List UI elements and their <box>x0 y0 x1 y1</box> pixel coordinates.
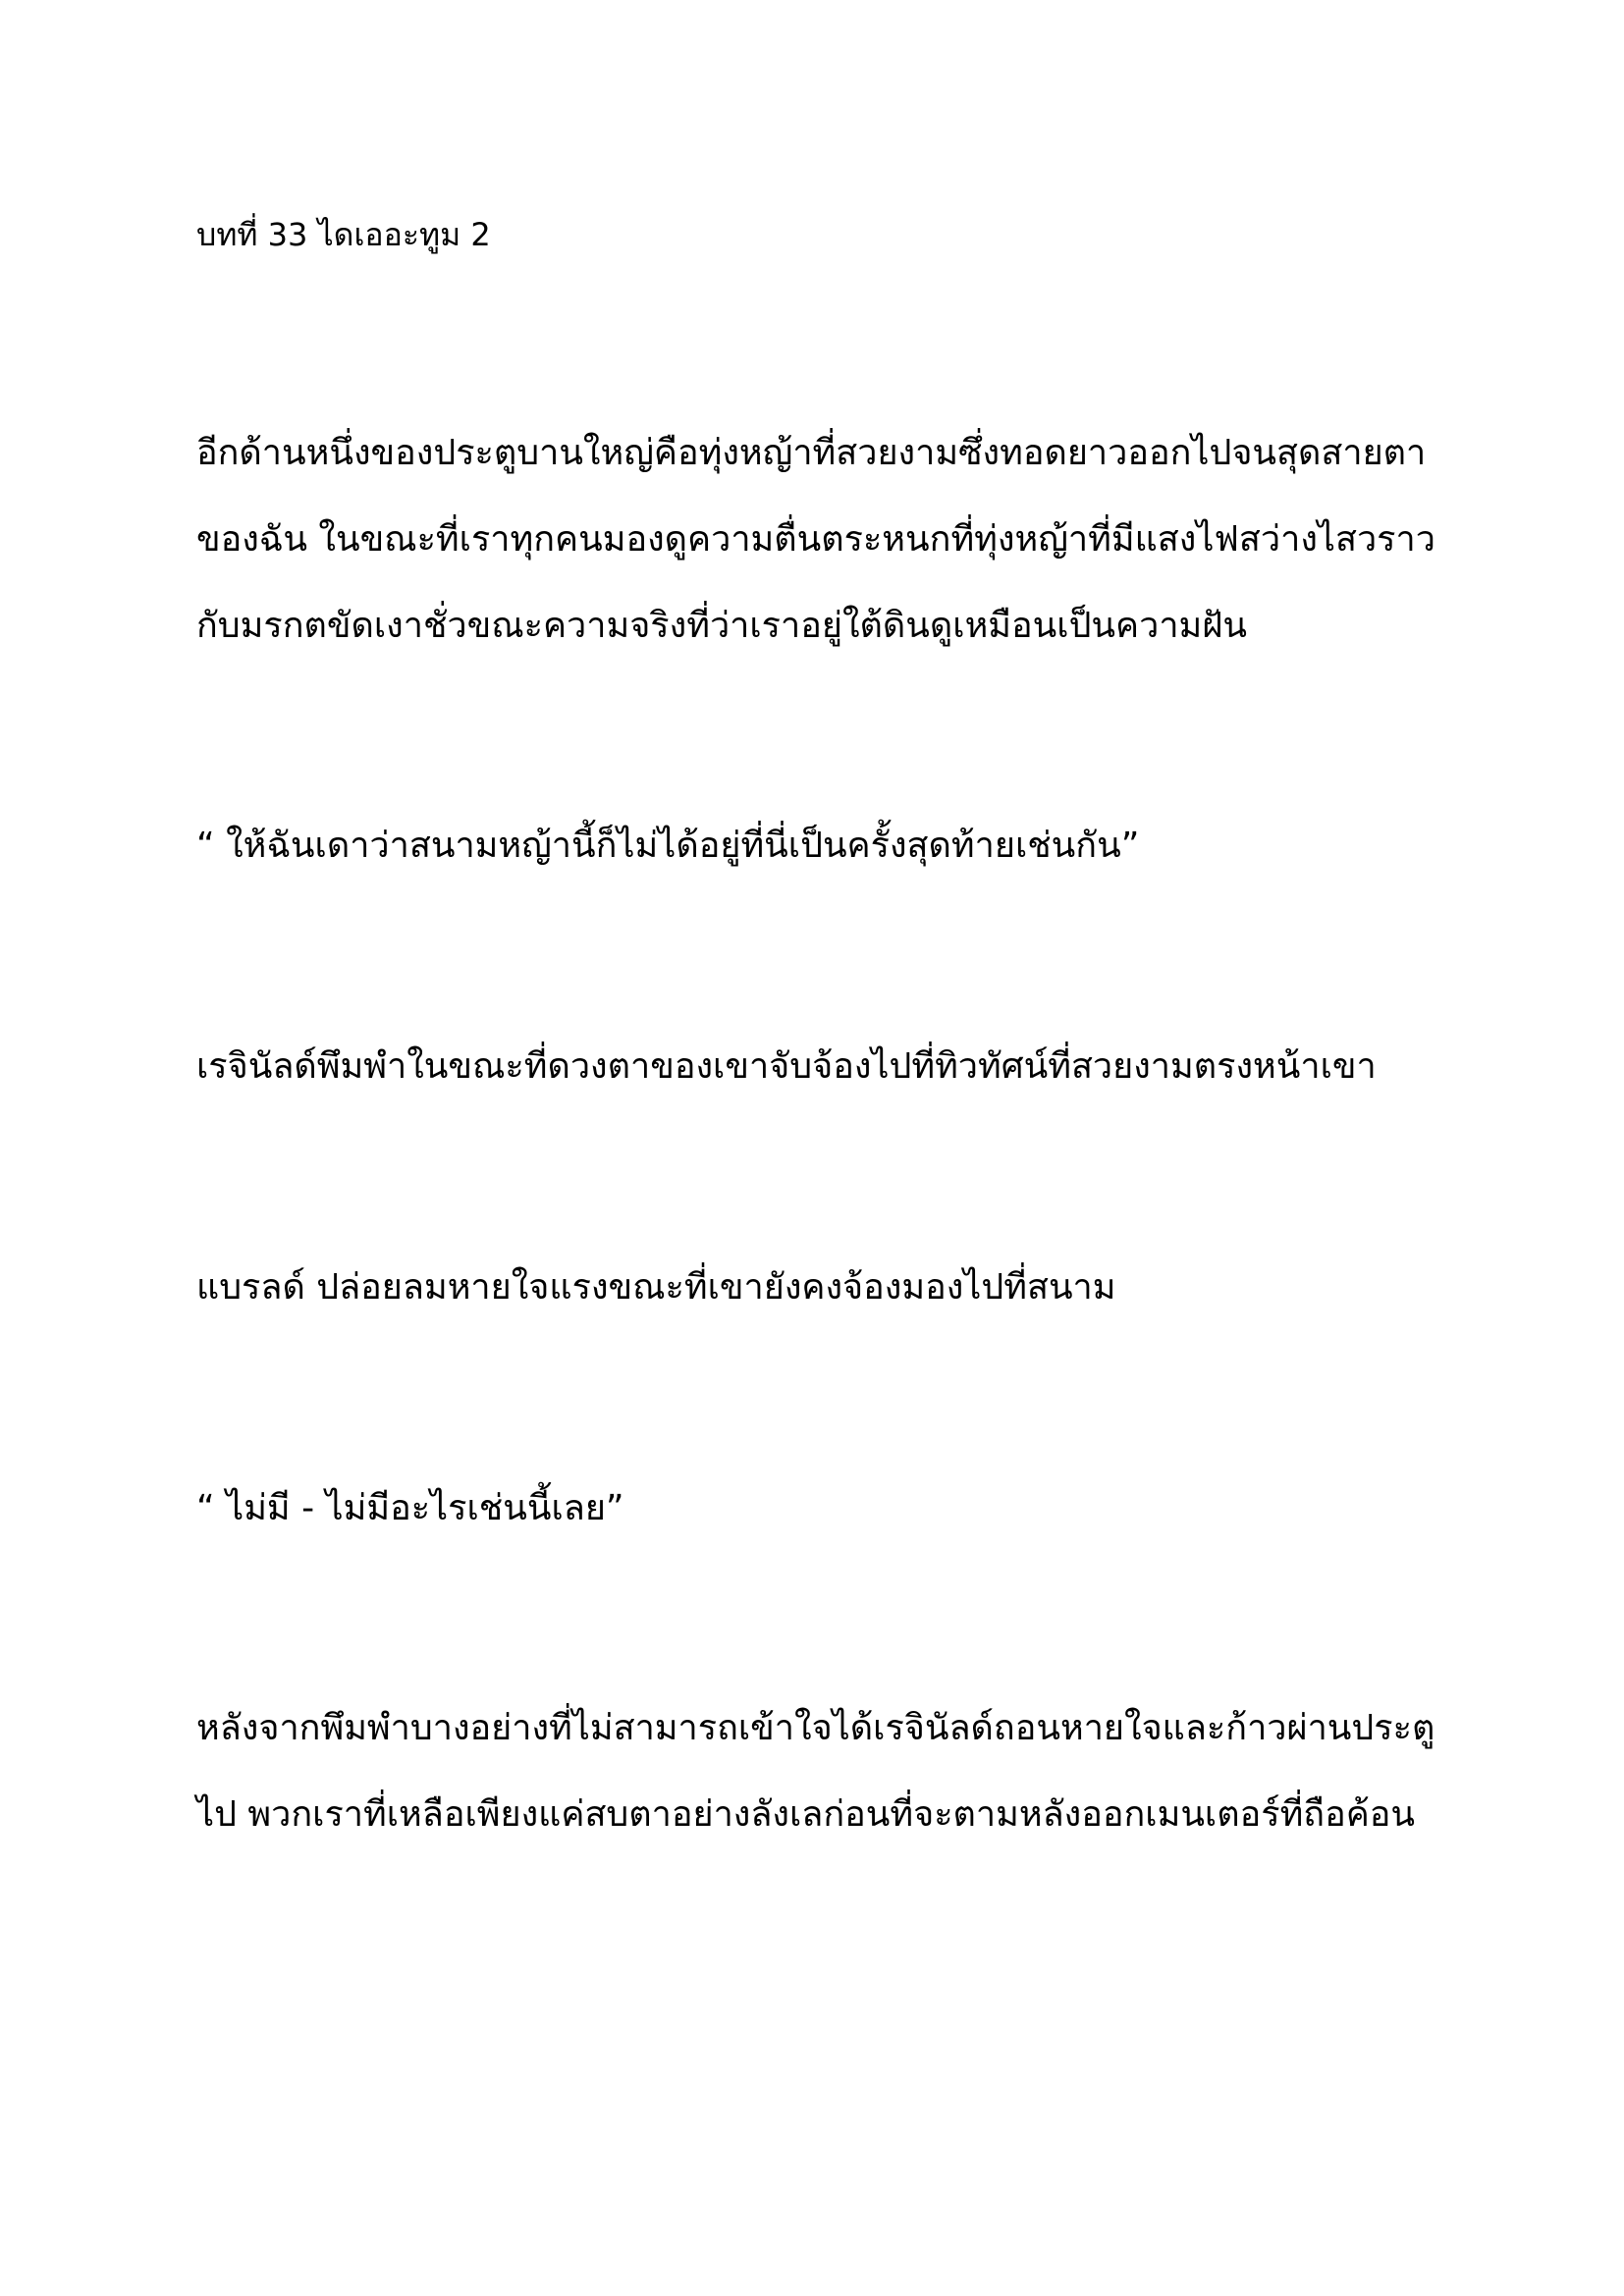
paragraph-4-line-1: หลังจากพึมพำบางอย่างที่ไม่สามารถเข้าใจได้เรจินัลด์ถอนหายใจและก้าวผ่านประตู <box>196 1708 1435 1748</box>
paragraph-1-line-3: กับมรกตขัดเงาชั่วขณะความจริงที่ว่าเราอยู่ใต้ดินดูเหมือนเป็นความฝัน <box>196 606 1247 646</box>
paragraph-3: แบรลด์ ปล่อยลมหายใจแรงขณะที่เขายังคงจ้องมองไปที่สนาม <box>196 1267 1116 1308</box>
paragraph-2: เรจินัลด์พึมพำในขณะที่ดวงตาของเขาจับจ้องไปที่ทิวทัศน์ที่สวยงามตรงหน้าเขา <box>196 1046 1377 1087</box>
paragraph-1-line-1: อีกด้านหนึ่งของประตูบานใหญ่คือทุ่งหญ้าที่สวยงามซึ่งทอดยาวออกไปจนสุดสายตา <box>196 433 1427 473</box>
chapter-title: บทที่ 33 ไดเออะทูม 2 <box>196 216 491 253</box>
paragraph-4-line-2: ไป พวกเราที่เหลือเพียงแค่สบตาอย่างลังเลก่อนที่จะตามหลังออกเมนเตอร์ที่ถือค้อน <box>196 1794 1416 1835</box>
paragraph-1-line-2: ของฉัน ในขณะที่เราทุกคนมองดูความตื่นตระหนกที่ทุ่งหญ้าที่มีแสงไฟสว่างไสวราว <box>196 519 1435 560</box>
quote-1: “ ให้ฉันเดาว่าสนามหญ้านี้ก็ไม่ได้อยู่ที่นี่เป็นครั้งสุดท้ายเช่นกัน” <box>196 826 1140 866</box>
quote-2: “ ไม่มี - ไม่มีอะไรเช่นนี้เลย” <box>196 1488 624 1528</box>
